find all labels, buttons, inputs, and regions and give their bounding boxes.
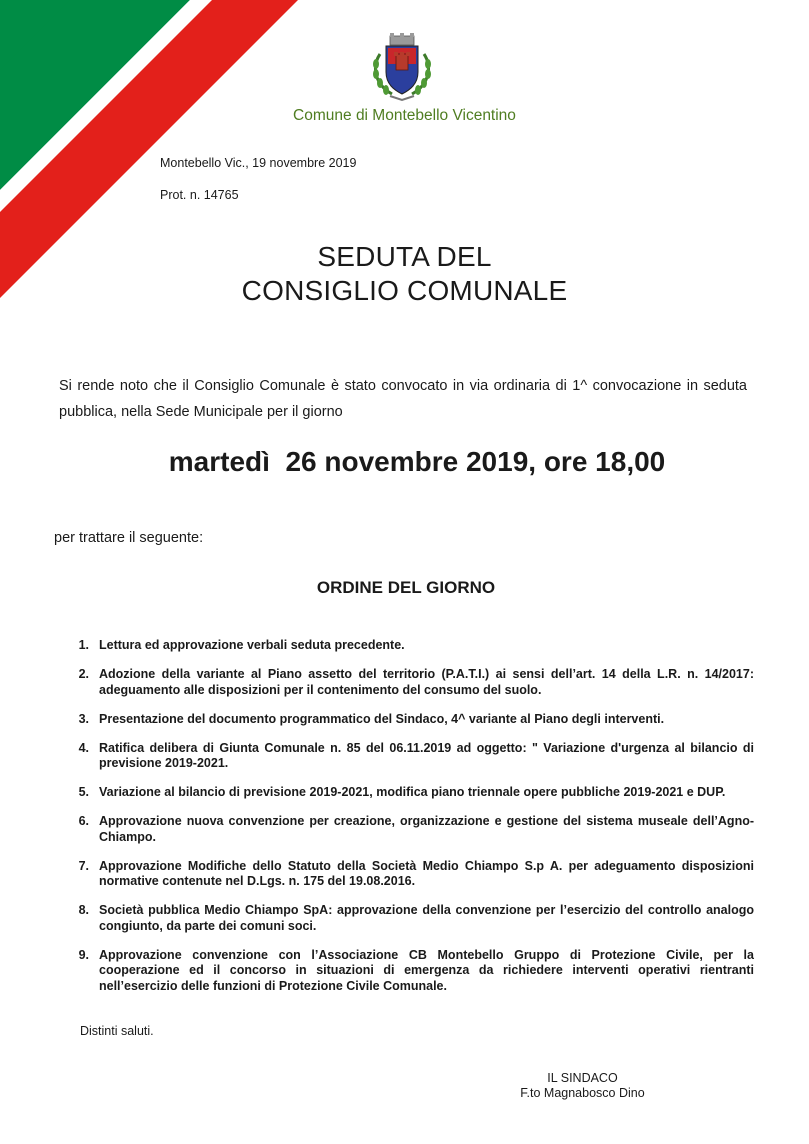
title-line-2: CONSIGLIO COMUNALE [241, 275, 568, 306]
agenda-item-number: 4. [78, 740, 89, 755]
protocol-number: Prot. n. 14765 [160, 188, 239, 202]
agenda-item-number: 5. [78, 785, 89, 799]
agenda-item-text: Ratifica delibera di Giunta Comunale n. 85 del 06.11.2019 ad oggetto: " Variazione d'urgenza al bilancio di previsione 2019-2021. [99, 740, 754, 770]
lead-in-text: per trattare il seguente: [54, 530, 204, 546]
agenda-item-text: Società pubblica Medio Chiampo SpA: approvazione della convenzione per l’esercizio del controllo analogo congiunto, da parte dei comuni soci. [99, 903, 754, 933]
agenda-list [56, 638, 754, 1008]
agenda-item-number: 8. [78, 903, 89, 917]
agenda-item [56, 638, 754, 654]
agenda-item-number: 2. [78, 667, 89, 681]
agenda-item [56, 859, 754, 890]
coat-of-arms-icon [366, 32, 438, 104]
agenda-item-number: 3. [78, 711, 89, 726]
intro-paragraph: Si rende noto che il Consiglio Comunale è stato convocato in via ordinaria di 1^ convocazione in seduta pubblica, nella Sede Municipale per il giorno [59, 378, 747, 420]
agenda-item-text: Variazione al bilancio di previsione 2019-2021, modifica piano triennale opere pubbliche 2019-2021 e DUP. [99, 785, 726, 799]
agenda-item [56, 785, 754, 801]
agenda-item-text: Lettura ed approvazione verbali seduta precedente. [99, 638, 405, 652]
agenda-item [56, 741, 754, 772]
signature-block [500, 1071, 665, 1101]
agenda-item-text: Adozione della variante al Piano assetto del territorio (P.A.T.I.) ai sensi dell’art. 14 della L.R. n. 14/2017: adeguamento alle disposizioni per il contenimento del consumo del suolo. [99, 667, 754, 697]
closing-text: Distinti saluti. [80, 1024, 154, 1038]
agenda-item-text: Approvazione nuova convenzione per creazione, organizzazione e gestione del sistema museale dell’Agno-Chiampo. [99, 814, 754, 844]
agenda-item-text: Approvazione Modifiche dello Statuto della Società Medio Chiampo S.p A. per adeguamento disposizioni normative contenute nel D.Lgs. n. 175 del 19.08.2016. [99, 858, 754, 888]
signature-role: IL SINDACO [547, 1071, 618, 1085]
document-title [0, 240, 809, 308]
meeting-datetime: martedì 26 novembre 2019, ore 18,00 [168, 446, 666, 477]
document-date: Montebello Vic., 19 novembre 2019 [160, 156, 357, 170]
agenda-item-number: 1. [78, 638, 89, 652]
comune-name: Comune di Montebello Vicentino [293, 107, 516, 124]
agenda-item-number: 7. [78, 858, 89, 873]
agenda-item-text: Approvazione convenzione con l’Associazione CB Montebello Gruppo di Protezione Civile, per la cooperazione ed il concorso in situazioni di emergenza da richiedere interventi operativi rientranti nell’esercizio delle funzioni di Protezione Civile Comunale. [99, 947, 754, 993]
signature-name: F.to Magnabosco Dino [520, 1086, 645, 1100]
agenda-item [56, 948, 754, 995]
agenda-item [56, 667, 754, 698]
agenda-title: ORDINE DEL GIORNO [316, 578, 496, 597]
agenda-item [56, 814, 754, 845]
agenda-item-number: 6. [78, 814, 89, 828]
agenda-item-number: 9. [78, 947, 89, 962]
agenda-item-text: Presentazione del documento programmatico del Sindaco, 4^ variante al Piano degli interventi. [99, 711, 665, 726]
agenda-item [56, 712, 754, 728]
title-line-1: SEDUTA DEL [317, 241, 492, 272]
agenda-item [56, 903, 754, 934]
